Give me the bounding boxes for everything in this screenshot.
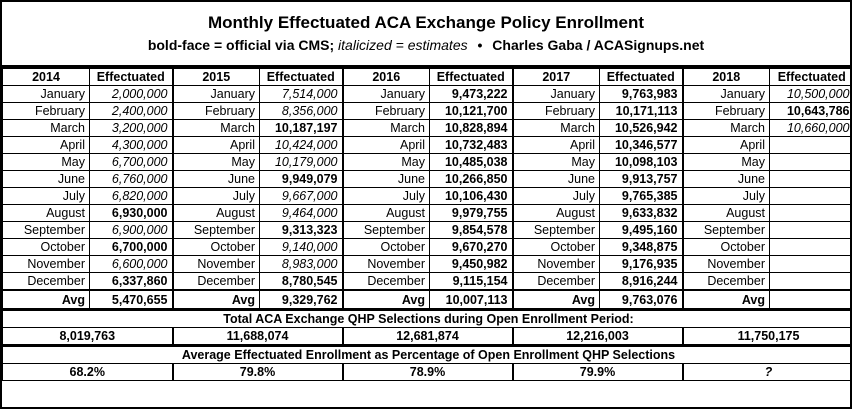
value-cell-2018 — [770, 188, 852, 205]
value-cell-2017: 10,526,942 — [600, 120, 683, 137]
value-cell-2014: 6,900,000 — [90, 222, 173, 239]
month-label: November — [343, 256, 430, 273]
month-label: July — [3, 188, 90, 205]
month-label: May — [173, 154, 260, 171]
pct-value-2016: 78.9% — [343, 364, 513, 381]
value-cell-2016: 9,450,982 — [430, 256, 513, 273]
value-cell-2016: 9,979,755 — [430, 205, 513, 222]
value-cell-2018 — [770, 205, 852, 222]
legend-line — [148, 36, 704, 55]
page-title: Monthly Effectuated ACA Exchange Policy Enrollment — [207, 13, 645, 32]
month-row-april — [3, 137, 852, 154]
qhp-value-2018: 11,750,175 — [683, 328, 852, 346]
effectuated-header: Effectuated — [260, 69, 343, 86]
qhp-value-2014: 8,019,763 — [3, 328, 173, 346]
value-cell-2017: 9,913,757 — [600, 171, 683, 188]
month-row-march — [3, 120, 852, 137]
month-label: February — [343, 103, 430, 120]
value-cell-2014: 6,337,860 — [90, 273, 173, 291]
value-cell-2018 — [770, 273, 852, 291]
month-label: February — [513, 103, 600, 120]
value-cell-2018 — [770, 154, 852, 171]
value-cell-2015: 10,424,000 — [260, 137, 343, 154]
value-cell-2016: 10,266,850 — [430, 171, 513, 188]
value-cell-2018 — [770, 171, 852, 188]
month-label: January — [343, 86, 430, 103]
pct-values-row — [3, 364, 852, 381]
pct-value-2017: 79.9% — [513, 364, 683, 381]
value-cell-2016: 10,485,038 — [430, 154, 513, 171]
month-label: October — [3, 239, 90, 256]
value-cell-2015: 9,464,000 — [260, 205, 343, 222]
month-label: September — [3, 222, 90, 239]
month-label: November — [683, 256, 770, 273]
enrollment-table — [2, 68, 852, 381]
value-cell-2017: 8,916,244 — [600, 273, 683, 291]
value-cell-2015: 8,356,000 — [260, 103, 343, 120]
year-header-2018: 2018 — [683, 69, 770, 86]
month-label: April — [683, 137, 770, 154]
value-cell-2016: 10,106,430 — [430, 188, 513, 205]
value-cell-2014: 6,700,000 — [90, 154, 173, 171]
month-label: December — [513, 273, 600, 291]
month-label: August — [513, 205, 600, 222]
month-label: March — [173, 120, 260, 137]
month-row-september — [3, 222, 852, 239]
month-label: June — [3, 171, 90, 188]
pct-heading-row — [3, 346, 852, 364]
effectuated-header: Effectuated — [90, 69, 173, 86]
effectuated-header: Effectuated — [430, 69, 513, 86]
month-label: March — [343, 120, 430, 137]
month-label: October — [683, 239, 770, 256]
month-label: July — [683, 188, 770, 205]
avg-value-2018 — [770, 290, 852, 310]
month-label: December — [3, 273, 90, 291]
month-label: October — [343, 239, 430, 256]
month-label: June — [513, 171, 600, 188]
value-cell-2014: 4,300,000 — [90, 137, 173, 154]
month-row-june — [3, 171, 852, 188]
value-cell-2014: 6,820,000 — [90, 188, 173, 205]
month-label: January — [173, 86, 260, 103]
month-label: January — [3, 86, 90, 103]
avg-row — [3, 290, 852, 310]
avg-label: Avg — [513, 290, 600, 310]
month-label: April — [513, 137, 600, 154]
qhp-value-2016: 12,681,874 — [343, 328, 513, 346]
month-label: August — [343, 205, 430, 222]
month-label: November — [513, 256, 600, 273]
title-box — [2, 2, 850, 68]
month-label: December — [343, 273, 430, 291]
value-cell-2014: 6,930,000 — [90, 205, 173, 222]
year-header-2014: 2014 — [3, 69, 90, 86]
effectuated-header: Effectuated — [600, 69, 683, 86]
year-header-2016: 2016 — [343, 69, 430, 86]
value-cell-2016: 9,473,222 — [430, 86, 513, 103]
qhp-value-2015: 11,688,074 — [173, 328, 343, 346]
month-row-december — [3, 273, 852, 291]
value-cell-2016: 9,670,270 — [430, 239, 513, 256]
value-cell-2015: 9,949,079 — [260, 171, 343, 188]
value-cell-2017: 9,633,832 — [600, 205, 683, 222]
value-cell-2014: 6,600,000 — [90, 256, 173, 273]
value-cell-2015: 8,780,545 — [260, 273, 343, 291]
pct-value-2018: ? — [683, 364, 852, 381]
value-cell-2016: 10,828,894 — [430, 120, 513, 137]
value-cell-2015: 10,179,000 — [260, 154, 343, 171]
month-label: August — [683, 205, 770, 222]
value-cell-2017: 10,171,113 — [600, 103, 683, 120]
qhp-value-2017: 12,216,003 — [513, 328, 683, 346]
pct-value-2014: 68.2% — [3, 364, 173, 381]
month-row-may — [3, 154, 852, 171]
pct-value-2015: 79.8% — [173, 364, 343, 381]
month-label: December — [173, 273, 260, 291]
month-label: September — [513, 222, 600, 239]
month-label: February — [173, 103, 260, 120]
month-label: May — [683, 154, 770, 171]
value-cell-2016: 9,115,154 — [430, 273, 513, 291]
month-label: January — [513, 86, 600, 103]
avg-value-2015: 9,329,762 — [260, 290, 343, 310]
month-label: February — [683, 103, 770, 120]
month-label: July — [343, 188, 430, 205]
month-label: November — [173, 256, 260, 273]
month-label: December — [683, 273, 770, 291]
month-row-january — [3, 86, 852, 103]
month-row-july — [3, 188, 852, 205]
value-cell-2016: 10,121,700 — [430, 103, 513, 120]
header-row — [3, 69, 852, 86]
month-label: August — [173, 205, 260, 222]
month-label: April — [173, 137, 260, 154]
month-label: January — [683, 86, 770, 103]
value-cell-2015: 7,514,000 — [260, 86, 343, 103]
value-cell-2018: 10,660,000 — [770, 120, 852, 137]
year-header-2015: 2015 — [173, 69, 260, 86]
month-label: July — [173, 188, 260, 205]
value-cell-2018 — [770, 239, 852, 256]
month-label: June — [343, 171, 430, 188]
value-cell-2014: 2,400,000 — [90, 103, 173, 120]
pct-heading: Average Effectuated Enrollment as Percentage of Open Enrollment QHP Selections — [3, 346, 852, 364]
month-label: June — [683, 171, 770, 188]
value-cell-2017: 9,763,983 — [600, 86, 683, 103]
value-cell-2017: 9,176,935 — [600, 256, 683, 273]
month-label: March — [683, 120, 770, 137]
value-cell-2018 — [770, 222, 852, 239]
credit-text: Charles Gaba / ACASignups.net — [492, 37, 705, 53]
value-cell-2014: 6,700,000 — [90, 239, 173, 256]
avg-value-2016: 10,007,113 — [430, 290, 513, 310]
month-row-february — [3, 103, 852, 120]
month-row-august — [3, 205, 852, 222]
value-cell-2018 — [770, 137, 852, 154]
avg-value-2014: 5,470,655 — [90, 290, 173, 310]
legend-italic-note: italicized = estimates — [338, 37, 468, 53]
value-cell-2014: 2,000,000 — [90, 86, 173, 103]
value-cell-2015: 9,140,000 — [260, 239, 343, 256]
value-cell-2015: 10,187,197 — [260, 120, 343, 137]
effectuated-header: Effectuated — [770, 69, 852, 86]
value-cell-2017: 9,765,385 — [600, 188, 683, 205]
month-label: November — [3, 256, 90, 273]
month-label: April — [343, 137, 430, 154]
month-label: June — [173, 171, 260, 188]
value-cell-2016: 10,732,483 — [430, 137, 513, 154]
month-label: May — [3, 154, 90, 171]
value-cell-2015: 9,313,323 — [260, 222, 343, 239]
value-cell-2017: 9,495,160 — [600, 222, 683, 239]
month-label: March — [3, 120, 90, 137]
value-cell-2018: 10,643,786 — [770, 103, 852, 120]
month-label: February — [3, 103, 90, 120]
value-cell-2016: 9,854,578 — [430, 222, 513, 239]
month-label: May — [343, 154, 430, 171]
qhp-heading: Total ACA Exchange QHP Selections during Open Enrollment Period: — [3, 310, 852, 328]
month-row-october — [3, 239, 852, 256]
value-cell-2018: 10,500,000 — [770, 86, 852, 103]
value-cell-2017: 9,348,875 — [600, 239, 683, 256]
month-label: May — [513, 154, 600, 171]
month-label: July — [513, 188, 600, 205]
value-cell-2015: 8,983,000 — [260, 256, 343, 273]
value-cell-2018 — [770, 256, 852, 273]
avg-value-2017: 9,763,076 — [600, 290, 683, 310]
value-cell-2017: 10,346,577 — [600, 137, 683, 154]
month-label: March — [513, 120, 600, 137]
month-label: August — [3, 205, 90, 222]
month-label: October — [513, 239, 600, 256]
bullet-separator: • — [477, 37, 483, 53]
value-cell-2017: 10,098,103 — [600, 154, 683, 171]
avg-label: Avg — [343, 290, 430, 310]
avg-label: Avg — [173, 290, 260, 310]
avg-label: Avg — [683, 290, 770, 310]
month-label: September — [173, 222, 260, 239]
value-cell-2014: 6,760,000 — [90, 171, 173, 188]
value-cell-2015: 9,667,000 — [260, 188, 343, 205]
month-label: September — [683, 222, 770, 239]
month-label: April — [3, 137, 90, 154]
qhp-values-row — [3, 328, 852, 346]
avg-label: Avg — [3, 290, 90, 310]
month-row-november — [3, 256, 852, 273]
month-label: September — [343, 222, 430, 239]
qhp-heading-row — [3, 310, 852, 328]
value-cell-2014: 3,200,000 — [90, 120, 173, 137]
legend-bold-note: bold-face = official via CMS; — [147, 37, 335, 53]
month-label: October — [173, 239, 260, 256]
year-header-2017: 2017 — [513, 69, 600, 86]
